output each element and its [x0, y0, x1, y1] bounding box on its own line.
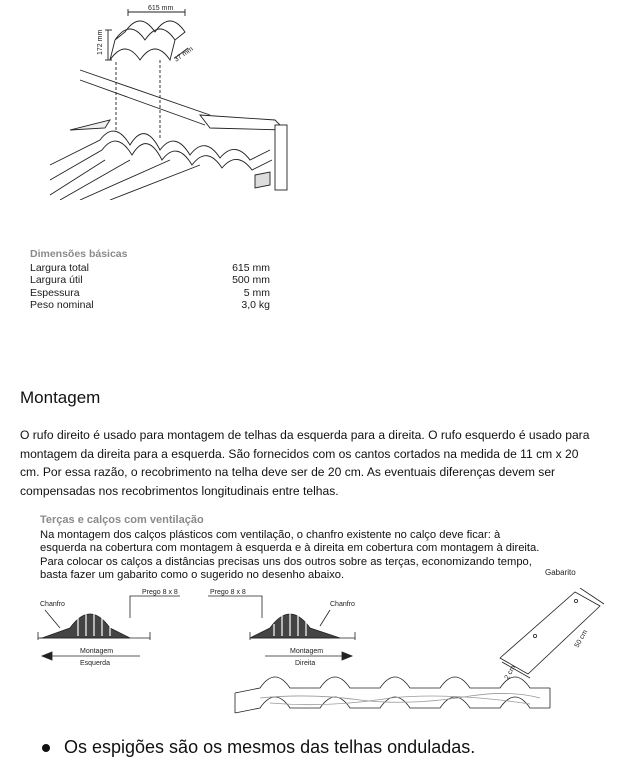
gabarito-50cm-label: 50 cm [573, 628, 590, 649]
roof-installation-figure [40, 0, 310, 200]
dimension-label: Espessura [30, 286, 80, 299]
gabarito-2cm-label: 2 cm [503, 664, 518, 681]
chanfro-right-label: Chanfro [330, 601, 355, 608]
dimension-row [30, 299, 270, 312]
prego-left-label: Prego 8 x 8 [142, 589, 178, 596]
montagem-paragraph: O rufo direito é usado para montagem de telhas da esquerda para a direita. O rufo esquerdo é usado para montagem da direita para a esquerda. São fornecidos com os cantos cortados na medida de 11 cm x 20 cm. Por essa razão, o recobrimento na telha deve ser de 20 cm. As eventuais diferenças devem ser compensadas nos recobrimentos longitudinais entre telhas. [20, 428, 590, 498]
bullet-text: Os espigões são os mesmos das telhas onduladas. [64, 737, 476, 757]
dimensions-table [30, 248, 270, 312]
gabarito-title: Gabarito [545, 568, 576, 577]
tercas-title: Terças e calços com ventilação [40, 514, 204, 526]
chanfro-left-label: Chanfro [40, 601, 65, 608]
dimension-value: 615 mm [232, 261, 270, 274]
dim-width-label: 615 mm [148, 5, 174, 12]
tercas-paragraph: Na montagem dos calços plásticos com ventilação, o chanfro existente no calço deve ficar: à esquerda na cobertura com montagem à esquerda e à direita em cobertura com montagem à direita. Para colocar os calços a distâncias precisas uns dos outros sobre as terças, economizando tempo, basta fazer um gabarito como o sugerido no desenho abaixo. [40, 529, 540, 582]
dimension-label: Largura útil [30, 274, 83, 286]
dimension-row [30, 287, 270, 300]
dimension-row [30, 262, 270, 275]
dimensions-title: Dimensões básicas [30, 248, 128, 260]
dim-depth-label: 37 mm [173, 45, 195, 64]
dimension-value: 500 mm [232, 274, 270, 286]
dimension-label: Largura total [30, 261, 89, 274]
montagem-left-label: Montagem [80, 648, 114, 655]
prego-right-label: Prego 8 x 8 [210, 589, 246, 596]
dimension-label: Peso nominal [30, 299, 94, 311]
montagem-heading: Montagem [20, 388, 101, 407]
bullet-dot-icon [42, 744, 50, 752]
bullet-item [42, 737, 475, 758]
montagem-right-label: Montagem [290, 648, 324, 655]
dimension-row [30, 274, 270, 287]
direita-label: Direita [295, 660, 316, 667]
dimension-value: 3,0 kg [241, 299, 270, 311]
dim-height-label: 172 mm [97, 29, 104, 55]
calcos-diagram [30, 588, 610, 728]
dimension-value: 5 mm [243, 286, 270, 299]
esquerda-label: Esquerda [80, 660, 110, 667]
